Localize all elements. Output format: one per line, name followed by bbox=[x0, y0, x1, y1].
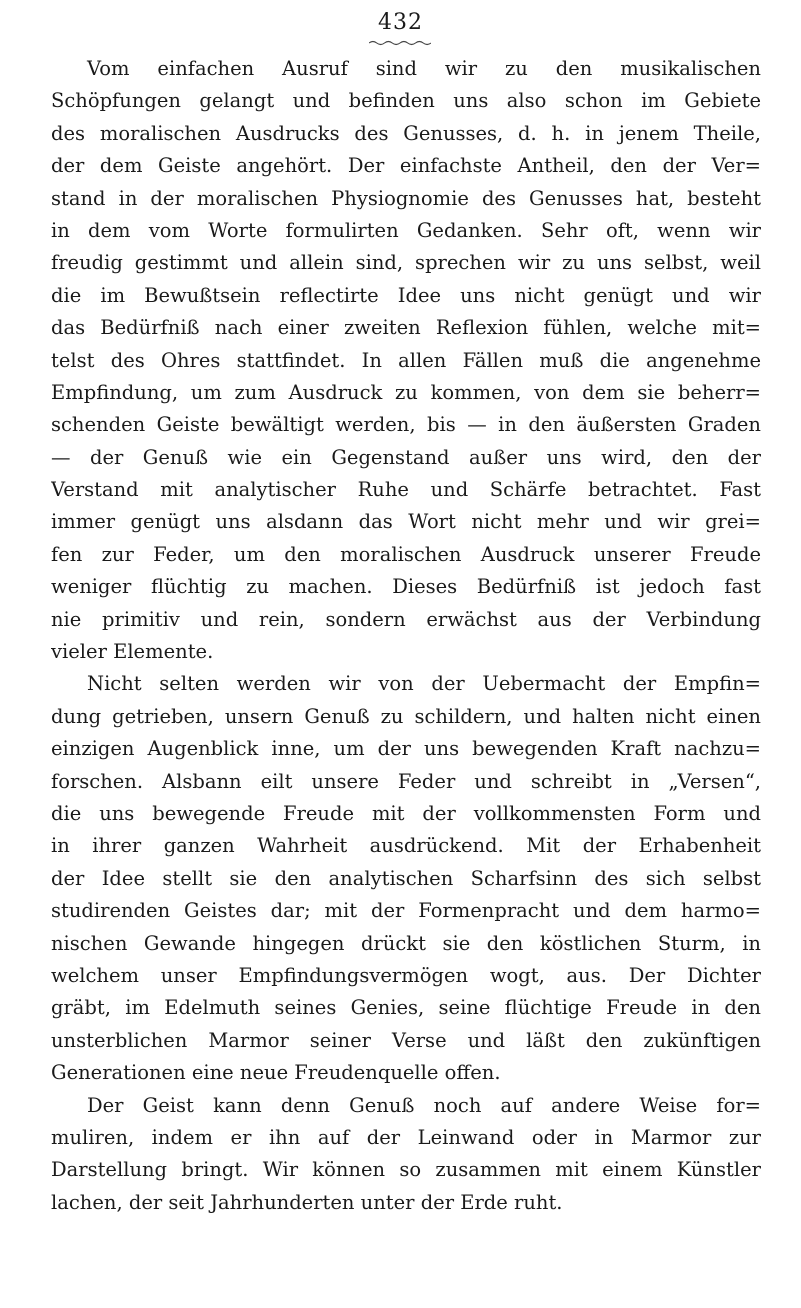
text-line: fen zur Feder, um den moralischen Ausdruck unserer Freude bbox=[51, 542, 761, 566]
text-line: telst des Ohres stattfindet. In allen Fällen muß die angenehme bbox=[51, 348, 761, 372]
text-line: die im Bewußtsein reflectirte Idee uns nicht genügt und wir bbox=[51, 283, 761, 307]
text-line: Darstellung bringt. Wir können so zusammen mit einem Künstler bbox=[51, 1158, 761, 1182]
text-line: das Bedürfniß nach einer zweiten Reflexion fühlen, welche mit= bbox=[51, 316, 761, 340]
text-line: weniger flüchtig zu machen. Dieses Bedürfniß ist jedoch fast bbox=[51, 575, 761, 599]
text-line: welchem unser Empfindungsvermögen wogt, aus. Der Dichter bbox=[51, 963, 761, 987]
text-line: Schöpfungen gelangt und befinden uns also schon im Gebiete bbox=[51, 89, 761, 113]
text-line: Generationen eine neue Freudenquelle offen. bbox=[51, 1061, 501, 1085]
text-line: die uns bewegende Freude mit der vollkommensten Form und bbox=[51, 801, 761, 825]
text-line: freudig gestimmt und allein sind, sprechen wir zu uns selbst, weil bbox=[51, 251, 761, 275]
text-line: vieler Elemente. bbox=[51, 640, 214, 664]
text-line: stand in der moralischen Physiognomie des Genusses hat, besteht bbox=[51, 186, 761, 210]
text-line: des moralischen Ausdrucks des Genusses, d. h. in jenem Theile, bbox=[51, 121, 761, 145]
text-line: in dem vom Worte formulirten Gedanken. Sehr oft, wenn wir bbox=[51, 218, 761, 242]
text-line: forschen. Alsbann eilt unsere Feder und schreibt in „Versen“, bbox=[51, 769, 761, 793]
text-line: Empfindung, um zum Ausdruck zu kommen, von dem sie beherr= bbox=[51, 380, 761, 404]
text-line: in ihrer ganzen Wahrheit ausdrückend. Mit der Erhabenheit bbox=[51, 834, 761, 858]
text-line: muliren, indem er ihn auf der Leinwand oder in Marmor zur bbox=[51, 1125, 761, 1149]
text-line: unsterblichen Marmor seiner Verse und läßt den zukünftigen bbox=[51, 1028, 761, 1052]
text-line: Vom einfachen Ausruf sind wir zu den musikalischen bbox=[87, 57, 761, 80]
page-number-ornament bbox=[369, 40, 431, 46]
text-line: Nicht selten werden wir von der Uebermacht der Empfin= bbox=[87, 672, 761, 696]
paragraph-1 bbox=[51, 53, 761, 668]
text-line: der dem Geiste angehört. Der einfachste Antheil, den der Ver= bbox=[51, 154, 761, 178]
text-line: — der Genuß wie ein Gegenstand außer uns wird, den der bbox=[51, 445, 761, 469]
text-line: der Idee stellt sie den analytischen Scharfsinn des sich selbst bbox=[51, 866, 761, 890]
body-text bbox=[51, 53, 761, 1219]
text-line: dung getrieben, unsern Genuß zu schildern, und halten nicht einen bbox=[51, 704, 761, 728]
text-line: nie primitiv und rein, sondern erwächst aus der Verbindung bbox=[51, 607, 761, 631]
text-line: nischen Gewande hingegen drückt sie den köstlichen Sturm, in bbox=[51, 931, 761, 955]
paragraph-3 bbox=[51, 1090, 761, 1220]
text-line: immer genügt uns alsdann das Wort nicht mehr und wir grei= bbox=[51, 510, 761, 534]
text-line: gräbt, im Edelmuth seines Genies, seine flüchtige Freude in den bbox=[51, 996, 761, 1020]
text-line: einzigen Augenblick inne, um der uns bewegenden Kraft nachzu= bbox=[51, 737, 761, 761]
text-line: lachen, der seit Jahrhunderten unter der Erde ruht. bbox=[51, 1190, 563, 1214]
text-line: Verstand mit analytischer Ruhe und Schärfe betrachtet. Fast bbox=[51, 478, 761, 502]
paragraph-2 bbox=[51, 668, 761, 1089]
text-line: schenden Geiste bewältigt werden, bis — in den äußersten Graden bbox=[51, 413, 761, 437]
page-number: 432 bbox=[378, 10, 423, 35]
text-line: Der Geist kann denn Genuß noch auf andere Weise for= bbox=[87, 1093, 761, 1117]
text-line: studirenden Geistes dar; mit der Formenpracht und dem harmo= bbox=[51, 899, 761, 923]
